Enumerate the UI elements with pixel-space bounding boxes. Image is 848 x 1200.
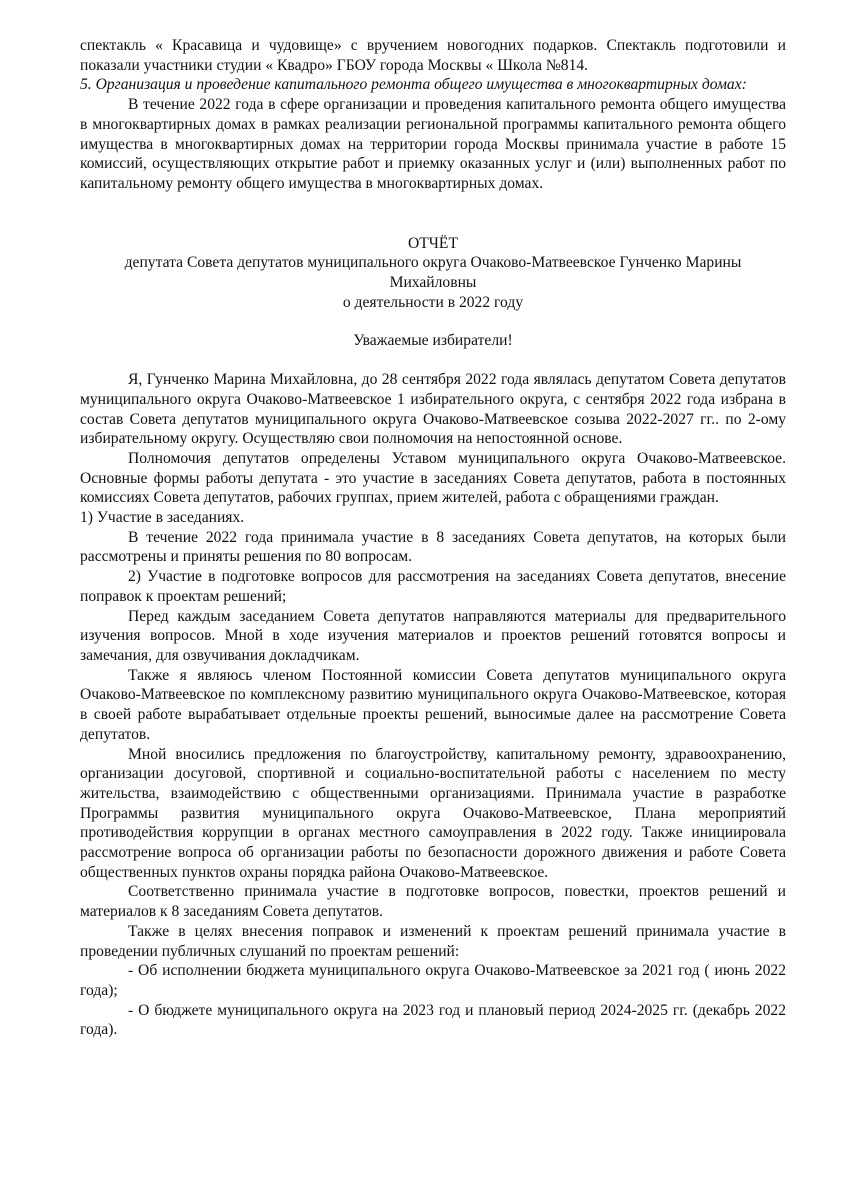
body-gap: [80, 351, 786, 370]
report-period: о деятельности в 2022 году: [342, 293, 524, 311]
greeting: Уважаемые избиратели!: [353, 332, 513, 350]
top-continuation-paragraph: спектакль « Красавица и чудовище» с вручением новогодних подарков. Спектакль подготовили и показали участники студии « Квадро» ГБОУ города Москвы « Школа №814.: [80, 37, 786, 74]
body-paragraph-proposals: Мной вносились предложения по благоустройству, капитальному ремонту, здравоохранению, организации досуговой, спортивной и социально-воспитательной работы с населением по месту жительства, взаимодействию с общественными организациями. Принимала участие в разработке Программы развития муниципального округа Очаково-Матвеевское, Плана мероприятий противодействия коррупции в органах местного самоуправления в 2022 году. Также инициировала рассмотрение вопроса об организации работы по безопасности дорожного движения и работе Совета общественных пунктов охраны порядка района Очаково-Матвеевское.: [80, 745, 786, 881]
body-paragraph-participation: Соответственно принимала участие в подготовке вопросов, повестки, проектов решений и материалов к 8 заседаниям Совета депутатов.: [80, 883, 786, 921]
body-list-item-budget-2021: - Об исполнении бюджета муниципального округа Очаково-Матвеевское за 2021 год ( июнь 2022 года);: [80, 962, 786, 999]
body-paragraph-commission: Также я являюсь членом Постоянной комиссии Совета депутатов муниципального округа Очаково-Матвеевское по комплексному развитию муниципального округа Очаково-Матвеевское, которая в своей работе вырабатывает отдельные проекты решений, выносимые далее на рассмотрение Совета депутатов.: [80, 666, 786, 743]
section-gap: [80, 194, 786, 234]
body-paragraph-materials: Перед каждым заседанием Совета депутатов направляются материалы для предварительного изучения вопросов. Мной в ходе изучения материалов и проектов решений готовятся вопросы и замечания, для озвучивания докладчикам.: [80, 607, 786, 664]
capital-repair-paragraph: В течение 2022 года в сфере организации и проведения капитального ремонта общего имущества в многоквартирных домах в рамках реализации региональной программы капитального ремонта общего имущества в многоквартирных домах на территории города Москвы принимала участие в работе 15 комиссий, осуществляющих открытие работ и приемку оказанных услуг и (или) выполненных работ по капитальному ремонту общего имущества в многоквартирных домах.: [80, 96, 786, 192]
report-subtitle: депутата Совета депутатов муниципального округа Очаково-Матвеевское Гунченко Марины Михайловны: [124, 254, 742, 292]
body-list-item-budget-2023: - О бюджете муниципального округа на 2023 год и плановый период 2024-2025 гг. (декабрь 2022 года).: [80, 1001, 786, 1039]
body-item-preparation: 2) Участие в подготовке вопросов для рассмотрения на заседаниях Совета депутатов, внесение поправок к проектам решений;: [80, 568, 786, 605]
body-paragraph-intro: Я, Гунченко Марина Михайловна, до 28 сентября 2022 года являлась депутатом Совета депутатов муниципального округа Очаково-Матвеевское 1 избирательного округа, с сентября 2022 года избрана в состав Совета депутатов муниципального округа Очаково-Матвеевское созыва 2022-2027 гг.. по 2-ому избирательному округу. Осуществляю свои полномочия на непостоянной основе.: [80, 371, 786, 448]
body-item-meetings: 1) Участие в заседаниях.: [80, 509, 245, 527]
report-title: ОТЧЁТ: [408, 234, 458, 252]
document-page: [80, 36, 786, 1040]
greeting-gap: [80, 312, 786, 331]
section-5-heading: 5. Организация и проведение капитального ремонта общего имущества в многоквартирных домах:: [80, 76, 747, 94]
body-paragraph-hearings: Также в целях внесения поправок и изменений к проектам решений принимала участие в проведении публичных слушаний по проектам решений:: [80, 922, 786, 960]
body-paragraph-powers: Полномочия депутатов определены Уставом муниципального округа Очаково-Матвеевское. Основные формы работы депутата - это участие в заседаниях Совета депутатов, работа в постоянных комиссиях Совета депутатов, рабочих группах, прием жителей, работа с обращениями граждан.: [80, 449, 786, 507]
body-paragraph-meetings: В течение 2022 года принимала участие в 8 заседаниях Совета депутатов, на которых были рассмотрены и приняты решения по 80 вопросам.: [80, 528, 786, 566]
